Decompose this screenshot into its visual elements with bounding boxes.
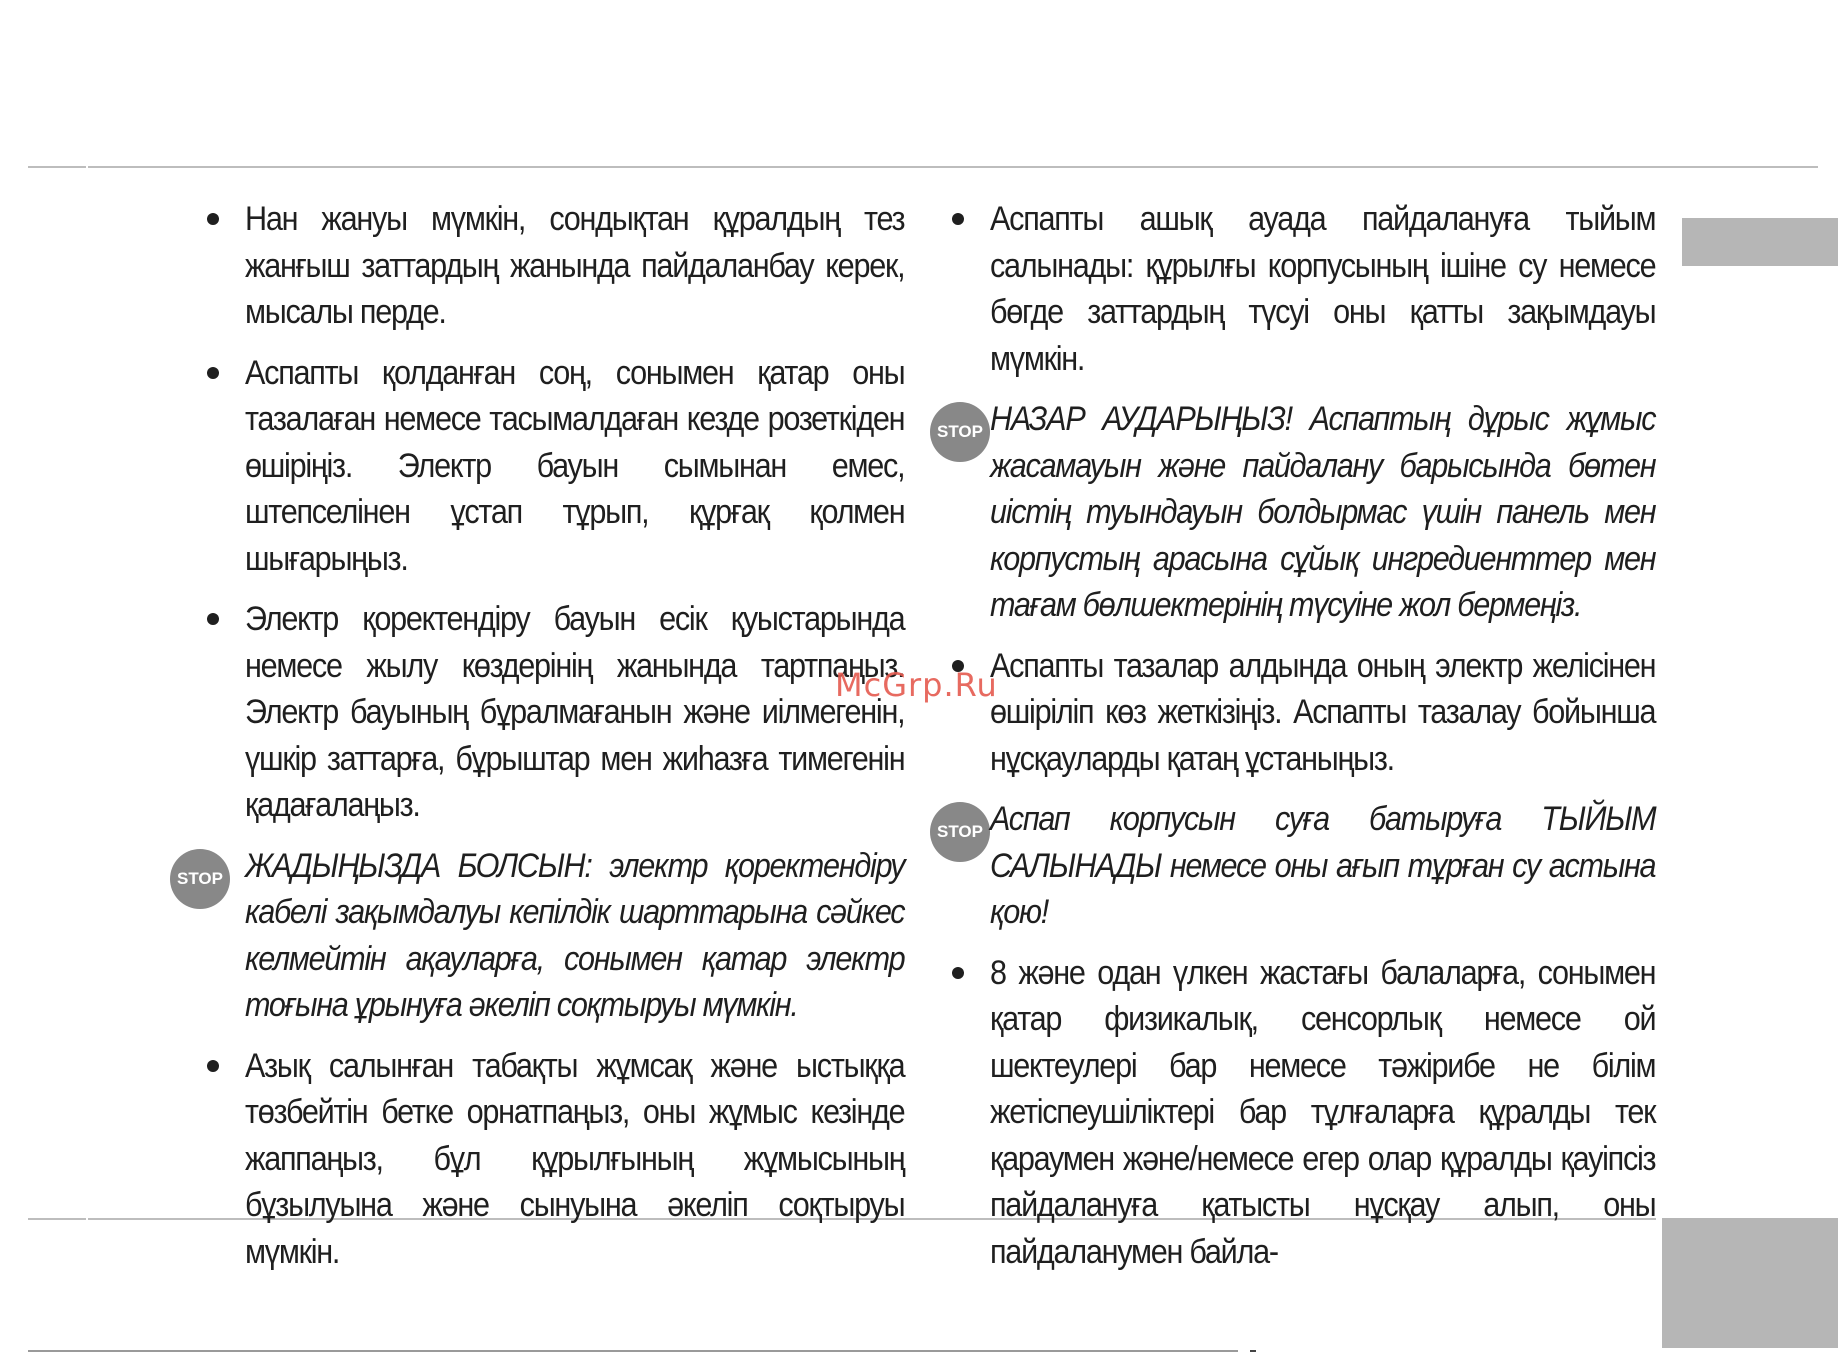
bullet-dot: [207, 613, 219, 625]
left-bullet-2: [185, 350, 905, 583]
footer-mark: [1250, 1350, 1256, 1352]
left-bullet-3: [185, 596, 905, 829]
left-bullet-4: [185, 1043, 905, 1276]
bullet-text: Аспапты қолданған соң, сонымен қатар оны тазалаған немесе тасымалдаған кезде розеткіден өшіріңіз. Электр бауын сымынан емес, штепселінен ұстап тұрып, құрғақ қолмен шығарыңыз.: [245, 353, 905, 578]
bullet-dot: [207, 367, 219, 379]
stop-icon: STOP: [930, 802, 990, 862]
left-bullet-1: [185, 196, 905, 336]
bullet-dot: [952, 213, 964, 225]
side-tab-top: [1682, 218, 1838, 266]
left-column: [177, 196, 905, 1289]
top-rule: [88, 166, 1818, 168]
side-tab-bottom: [1662, 1218, 1838, 1348]
watermark: McGrp.Ru: [835, 666, 998, 704]
right-column: [930, 196, 1656, 1289]
left-warning-1: [177, 843, 905, 1029]
stop-icon: STOP: [930, 402, 990, 462]
warning-text: ЖАДЫҢЫЗДА БОЛСЫН: электр қоректендіру кабелі зақымдалуы кепілдік шарттарына сәйкес келмейтін ақауларға, сонымен қатар электр тоғына ұрынуға әкеліп соқтыруы мүмкін.: [245, 846, 905, 1024]
bullet-text: Азық салынған табақты жұмсақ және ыстыққа төзбейтін бетке орнатпаңыз, оны жұмыс кезінде жаппаңыз, бұл құрылғының жұмысының бұзылуына және сынуына әкеліп соқтыруы мүмкін.: [245, 1046, 905, 1271]
bullet-dot: [952, 967, 964, 979]
bullet-text: Электр қоректендіру бауын есік қуыстарында немесе жылу көздерінің жанында тартпаңыз. Электр бауының бұралмағанын және иілмегенін, үшкір заттарға, бұрыштар мен жиһазға тимегенін қадағалаңыз.: [245, 600, 905, 824]
bullet-text: 8 және одан үлкен жастағы балаларға, сонымен қатар физикалық, сенсорлық немесе ой шектеулері бар немесе тәжірибе не білім жетіспеушіліктері бар тұлғаларға құралды тек қараумен және/немесе егер олар құралды қауіпсіз пайдалануға қатысты нұсқау алып, оны пайдаланумен байла-: [990, 953, 1656, 1271]
bullet-dot: [207, 1060, 219, 1072]
top-rule-short: [28, 166, 86, 168]
right-warning-2: [930, 796, 1656, 936]
right-warning-1: [930, 396, 1656, 629]
bottom-rule-short: [28, 1218, 86, 1220]
warning-text: Аспап корпусын суға батыруға ТЫЙЫМ САЛЫНАДЫ немесе оны ағып тұрған су астына қою!: [990, 800, 1656, 931]
right-bullet-1: [930, 196, 1656, 382]
right-bullet-3: [930, 950, 1656, 1276]
footer-rule: [28, 1350, 1238, 1352]
bullet-text: Аспапты тазалар алдында оның электр желісінен өшіріліп көз жеткізіңіз. Аспапты тазалау бойынша нұсқауларды қатаң ұстаныңыз.: [990, 646, 1656, 778]
stop-icon: STOP: [170, 849, 230, 909]
bullet-text: Аспапты ашық ауада пайдалануға тыйым салынады: құрылғы корпусының ішіне су немесе бөгде заттардың түсуі оны қатты зақымдауы мүмкін.: [990, 200, 1656, 378]
right-bullet-2: [930, 643, 1656, 783]
warning-text: НАЗАР АУДАРЫҢЫЗ! Аспаптың дұрыс жұмыс жасамауын және пайдалану барысында бөтен иістің туындауын болдырмас үшін панель мен корпустың арасына сұйық ингредиенттер мен тағам бөлшектерінің түсуіне жол бермеңіз.: [990, 400, 1656, 624]
bullet-text: Нан жануы мүмкін, сондықтан құралдың тез жанғыш заттардың жанында пайдаланбау керек, мысалы перде.: [245, 200, 905, 331]
bullet-dot: [207, 213, 219, 225]
